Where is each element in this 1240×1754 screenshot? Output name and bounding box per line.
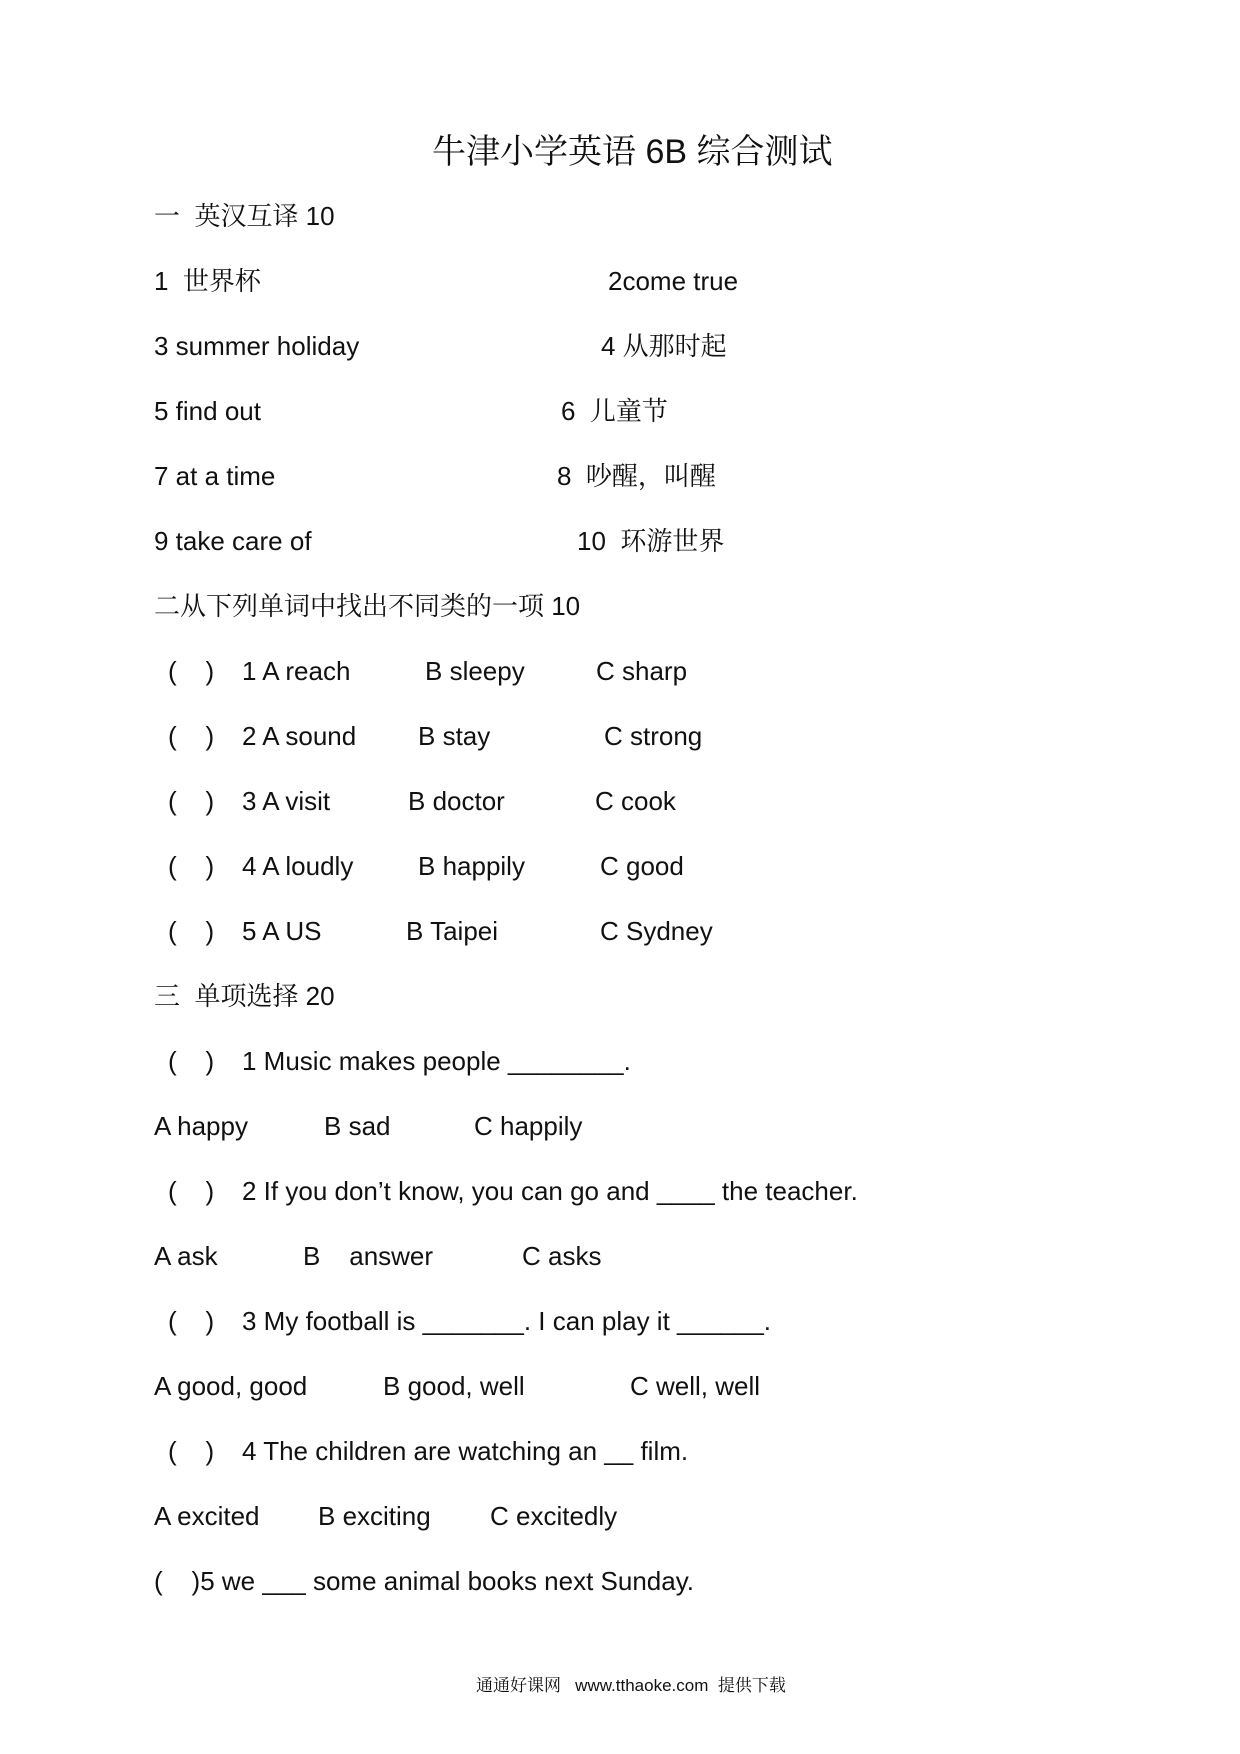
option-b: B happily	[418, 851, 525, 881]
option-c: C strong	[604, 721, 703, 751]
option-c: C cook	[595, 786, 676, 816]
option-a: 5 A US	[242, 916, 322, 946]
option-b: B sad	[324, 1111, 391, 1141]
section-1-item: 6 儿童节	[561, 396, 668, 426]
option-b: B exciting	[318, 1501, 431, 1531]
section-1-item: 8 吵醒，叫醒	[557, 461, 716, 491]
answer-bracket[interactable]: ( )	[168, 851, 215, 881]
section-2-heading: 二从下列单词中找出不同类的一项 10	[154, 591, 581, 621]
question-text: 1 Music makes people ________.	[242, 1046, 631, 1076]
answer-bracket[interactable]: ( )	[168, 1046, 215, 1076]
answer-bracket[interactable]: ( )	[168, 786, 215, 816]
option-c: C sharp	[596, 656, 688, 686]
option-c: C Sydney	[600, 916, 713, 946]
section-1-item: 2come true	[608, 266, 739, 296]
answer-bracket[interactable]: ( )	[168, 1436, 215, 1466]
answer-bracket[interactable]: ( )	[168, 656, 215, 686]
section-1-item: 3 summer holiday	[154, 331, 360, 361]
option-b: B doctor	[408, 786, 505, 816]
option-b: B stay	[418, 721, 491, 751]
option-c: C asks	[522, 1241, 602, 1271]
answer-bracket[interactable]: ( )	[168, 721, 215, 751]
option-b: B answer	[303, 1241, 434, 1271]
option-a: A good, good	[154, 1371, 308, 1401]
option-a: A ask	[154, 1241, 218, 1271]
option-a: A happy	[154, 1111, 248, 1141]
option-c: C good	[600, 851, 684, 881]
answer-bracket[interactable]: ( )	[168, 916, 215, 946]
option-a: A excited	[154, 1501, 260, 1531]
section-3-heading: 三 单项选择 20	[154, 981, 335, 1011]
option-b: B Taipei	[406, 916, 499, 946]
page-footer: 通通好课网 www.tthaoke.com 提供下载	[476, 1676, 786, 1695]
option-c: C excitedly	[490, 1501, 618, 1531]
option-b: B good, well	[383, 1371, 525, 1401]
section-1-item: 4 从那时起	[601, 331, 727, 361]
answer-bracket[interactable]: ( )	[168, 1176, 215, 1206]
option-a: 1 A reach	[242, 656, 351, 686]
section-1-item: 10 环游世界	[577, 526, 725, 556]
section-1-item: 7 at a time	[154, 461, 276, 491]
question-5-text: ( )5 we ___ some animal books next Sunday.	[154, 1566, 695, 1596]
section-1-item: 1 世界杯	[154, 266, 261, 296]
section-1-item: 9 take care of	[154, 526, 312, 556]
question-text: 4 The children are watching an __ film.	[242, 1436, 689, 1466]
option-a: 4 A loudly	[242, 851, 354, 881]
answer-bracket[interactable]: ( )	[168, 1306, 215, 1336]
option-c: C well, well	[630, 1371, 761, 1401]
section-1-heading: 一 英汉互译 10	[154, 201, 335, 231]
page-title: 牛津小学英语 6B 综合测试	[432, 133, 833, 171]
option-a: 3 A visit	[242, 786, 331, 816]
option-b: B sleepy	[425, 656, 525, 686]
question-text: 2 If you don’t know, you can go and ____ the teacher.	[242, 1176, 858, 1206]
option-c: C happily	[474, 1111, 583, 1141]
option-a: 2 A sound	[242, 721, 357, 751]
question-text: 3 My football is _______. I can play it ______.	[242, 1306, 772, 1336]
section-1-item: 5 find out	[154, 396, 261, 426]
